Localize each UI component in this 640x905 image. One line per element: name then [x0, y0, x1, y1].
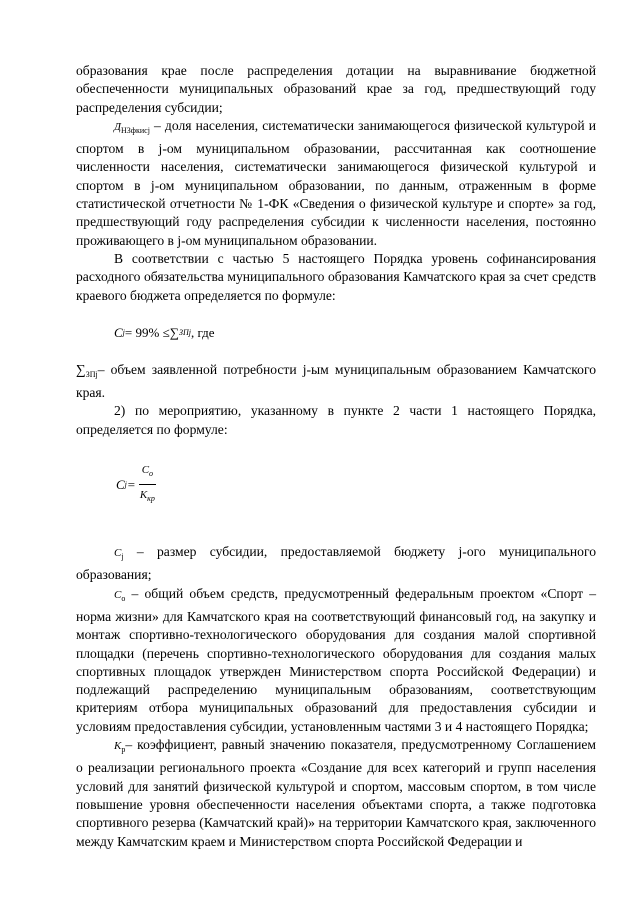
symbol-co-subscript: o [121, 593, 126, 603]
symbol-kp-subscript: р [121, 745, 126, 755]
paragraph-demand-definition [76, 361, 596, 403]
paragraph-cj-definition [76, 543, 596, 585]
symbol-cj-subscript: j [121, 552, 124, 562]
formula2-equals: = [126, 476, 136, 492]
demand-definition-text: – объем заявленной потребности j-ым муниципальным образованием Камчатского края. [76, 361, 596, 401]
symbol-sum: ∑ [76, 361, 86, 377]
formula2-numerator [139, 461, 156, 485]
paragraph-continuation: образования крае после распределения дотации на выравнивание бюджетной обеспеченности муниципальных образований крае за год, предшествующий году распределения субсидии; [76, 63, 596, 115]
formula1-tail: , где [190, 324, 215, 340]
symbol-d-subscript: НЗфкиcj [121, 125, 150, 135]
document-page [76, 62, 596, 851]
formula-subsidy [76, 439, 596, 543]
denominator-symbol: K [139, 489, 148, 502]
numerator-subscript: o [149, 469, 154, 479]
paragraph-kp-definition [76, 736, 596, 851]
symbol-cj: C [114, 547, 122, 560]
symbol-d: Д [114, 120, 121, 133]
numerator-symbol: C [141, 464, 150, 477]
formula1-relation: = 99% ≤ [124, 324, 170, 340]
formula1-lhs: C [114, 324, 123, 340]
denominator-subscript: кр [147, 494, 155, 504]
cj-definition-text: – размер субсидии, предоставляемой бюджету j-ого муниципального образования; [76, 544, 596, 583]
formula1-sum-sign: ∑ [169, 324, 179, 340]
share-definition-text: – доля населения, систематически занимающегося физической культурой и спортом в j-ом муниципальном образовании, рассчитанная как соотношение численности населения, систематически занимающегося физической культурой и спортом в j-ом муниципальном образовании, по данным, отраженным в форме статистической отчетности № 1-ФК «Сведения о физической культуре и спорте» за год, предшествующий году распределения субсидии к численности населения, постоянно проживающего в j-ом муниципальном образовании. [76, 117, 596, 248]
formula2-fraction [139, 461, 156, 509]
formula2-denominator [140, 485, 155, 508]
formula2-lhs-subscript: j [124, 479, 127, 489]
symbol-kp: K [114, 740, 122, 753]
paragraph-cofinancing: В соответствии с частью 5 настоящего Порядка уровень софинансирования расходного обязательства муниципального образования Камчатского края за счет средств краевого бюджета определяется по формуле: [76, 250, 596, 303]
symbol-sum-subscript: ЗПj [85, 369, 98, 379]
paragraph-co-definition [76, 585, 596, 736]
formula1-lhs-subscript: j [122, 327, 125, 337]
kp-definition-text: – коэффициент, равный значению показателя, предусмотренному Соглашением о реализации регионального проекта «Создание для всех категорий и групп населения условий для занятий физической культурой и спортом, массовым спортом, в том числе повышение уровня обеспеченности населения объектами спорта, а также подготовка спортивного резерва (Камчатский край)» на территории Камчатского края, заключенного между Камчатским краем и Министерством спорта Российской Федерации и [76, 737, 596, 849]
paragraph-share-definition [76, 117, 596, 250]
co-definition-text: – общий объем средств, предусмотренный федеральным проектом «Спорт – норма жизни» для Камчатского края на соответствующий финансовый год, на закупку и монтаж спортивно-технологического оборудования для создания малой спортивной площадки (перечень спортивно-технологического оборудования для создания малых спортивных площадок утвержден Министерством спорта Российской Федерации) и подлежащий распределению муниципальным образованиям, соответствующим критериям отбора муниципальных образований для предоставления субсидии и условиям предоставления субсидии, установленным частями 3 и 4 настоящего Порядка; [76, 585, 596, 734]
paragraph-item-2: 2) по мероприятию, указанному в пункте 2 части 1 настоящего Порядка, определяется по формуле: [76, 403, 596, 437]
symbol-co: C [114, 588, 122, 601]
formula1-sum-subscript: ЗПj [178, 327, 191, 337]
formula-cofinancing [76, 305, 596, 361]
formula2-lhs: C [116, 476, 125, 492]
